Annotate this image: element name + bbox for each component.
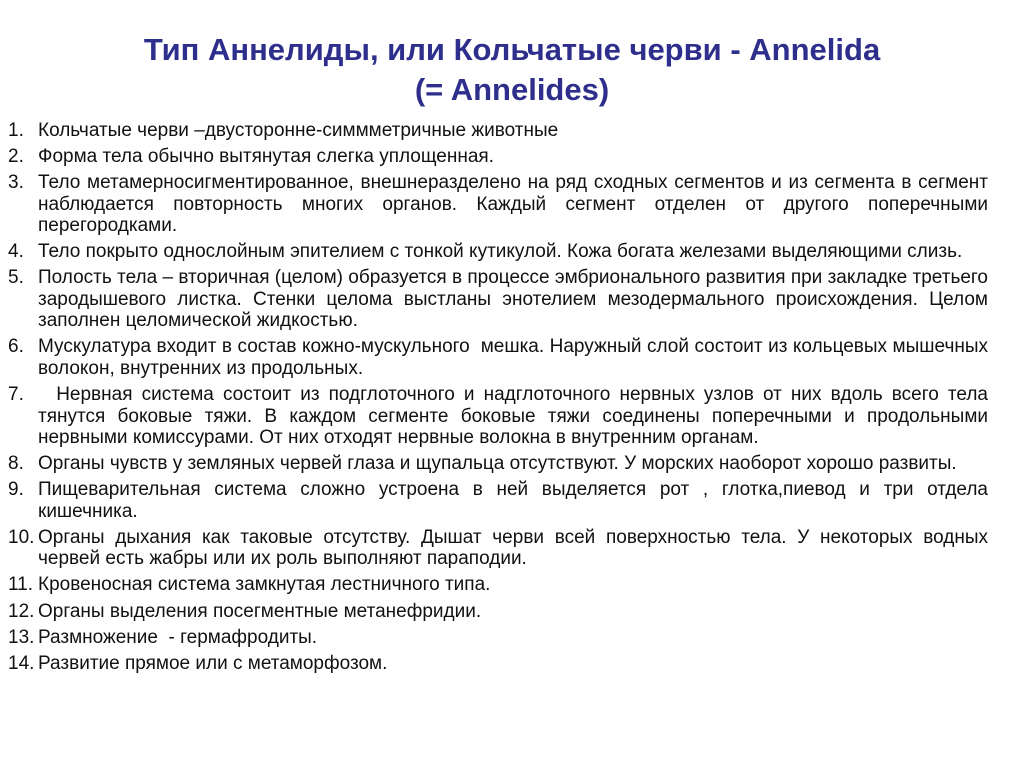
item-number: 7. [8,384,30,406]
item-text: Размножение - гермафродиты. [38,626,318,648]
item-number: 9. [8,479,30,501]
item-number: 4. [8,241,30,263]
title-line-2: (= Annelides) [414,72,610,107]
item-text: Развитие прямое или с метаморфозом. [38,652,388,674]
item-number: 3. [8,172,30,194]
item-number: 10. [8,526,35,548]
list-item [8,241,988,263]
item-text: Органы выделения посегментные метанефридии. [38,600,482,622]
list-item [8,526,994,570]
item-number: 13. [8,626,35,648]
item-text: Тело покрыто однослойным эпителием с тонкой кутикулой. Кожа богата железами выделяющими слизь. [38,241,963,263]
slide-title [60,30,964,110]
item-number: 8. [8,453,30,475]
title-line-1: Тип Аннелиды, или Кольчатые черви - Annelida [143,32,881,67]
item-text: Мускулатура входит в состав кожно-мускульного мешка. Наружный слой состоит из кольцевых мышечных волокон, внутренних из продольных. [38,336,994,379]
item-number: 11. [8,574,34,596]
list-item [8,120,988,142]
list-item [8,146,988,168]
list-item [8,267,994,332]
item-text: Тело метамерносигментированное, внешнеразделено на ряд сходных сегментов и из сегмента в сегмент наблюдается повторность многих органов. Каждый сегмент отделен от другого поперечными перегородками. [38,172,994,237]
item-text: Нервная система состоит из подглоточного и надглоточного нервных узлов от них вдоль всего тела тянутся боковые тяжи. В каждом сегменте боковые тяжи соединены поперечными и продольными нервными комиссурами. От них отходят нервные волокна в внутренним органам. [38,384,994,449]
list-item [8,384,994,449]
feature-list [8,120,994,679]
list-item [8,479,994,522]
item-text: Форма тела обычно вытянутая слегка уплощенная. [38,146,494,168]
list-item [8,336,994,379]
item-number: 12. [8,600,35,622]
list-item [8,653,988,675]
item-text: Органы чувств у земляных червей глаза и щупальца отсутствуют. У морских наоборот хорошо развиты. [38,453,957,475]
list-item [8,574,988,596]
item-number: 5. [8,267,30,289]
list-item [8,601,988,623]
item-text: Пищеварительная система сложно устроена в ней выделяется рот , глотка,пиевод и три отдела кишечника. [38,479,994,522]
list-item [8,453,988,475]
item-text: Кровеносная система замкнутая лестничного типа. [38,574,491,596]
list-item [8,627,988,649]
item-number: 2. [8,146,30,168]
item-number: 14. [8,652,35,674]
list-item [8,172,994,237]
item-number: 1. [8,120,30,141]
item-text: Полость тела – вторичная (целом) образуется в процессе эмбрионального развития при закладке третьего зародышевого листка. Стенки целома выстланы энотелием мезодермального происхождения. Целом заполнен целомической жидкостью. [38,267,994,332]
item-text: Кольчатые черви –двусторонне-симмметричные животные [38,120,559,141]
item-number: 6. [8,336,30,358]
item-text: Органы дыхания как таковые отсутству. Дышат черви всей поверхностью тела. У некоторых водных червей есть жабры или их роль выполняют параподии. [38,526,994,570]
